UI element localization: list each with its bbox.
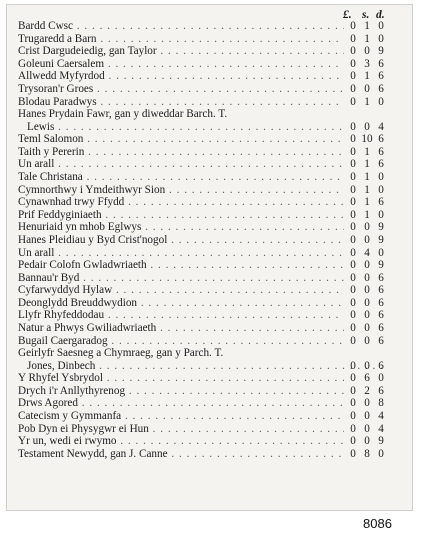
price-pounds: 0 xyxy=(350,296,356,309)
price-pence: 6 xyxy=(378,70,384,83)
list-item xyxy=(7,259,412,272)
price-shillings: 0 xyxy=(364,435,370,448)
book-title: Llyfr Rhyfeddodau . . . xyxy=(18,309,344,322)
price-shillings: 6 xyxy=(364,372,370,385)
price-pounds: 0 xyxy=(350,183,356,196)
list-item xyxy=(7,335,412,348)
scanned-price-list xyxy=(6,4,413,511)
price-pence: 6 xyxy=(378,309,384,322)
price-pence: 6 xyxy=(378,334,384,347)
list-item xyxy=(7,385,412,398)
price-pounds: 0 xyxy=(350,233,356,246)
list-item xyxy=(7,96,412,109)
list-item xyxy=(7,423,412,436)
price-shillings: 3 xyxy=(364,57,370,70)
price-pounds: 0 xyxy=(350,322,356,335)
price-shillings: 0 xyxy=(364,422,370,435)
price-pounds: 0 xyxy=(350,20,356,32)
price-pounds: 0 xyxy=(350,82,356,95)
price-shillings: 0 xyxy=(364,296,370,309)
price-pounds: 0 xyxy=(350,334,356,347)
book-list xyxy=(7,20,412,460)
list-item xyxy=(7,284,412,297)
price-pounds: 0 xyxy=(350,208,356,221)
book-title: Y Rhyfel Ysbrydol . . . xyxy=(18,372,344,385)
shillings-header: s. xyxy=(362,9,370,21)
book-title: Trysoran'r Groes . . . xyxy=(18,83,344,96)
price-pounds: 0 xyxy=(350,170,356,183)
book-title-continued: Jones, Dinbech . . . xyxy=(27,360,384,373)
list-item xyxy=(7,33,412,46)
list-item xyxy=(7,171,412,184)
price-shillings: 0 xyxy=(364,309,370,322)
book-title: Crist Dargudeiedig, gan Taylor . . . xyxy=(18,45,344,58)
price-shillings: 0 xyxy=(364,120,370,133)
price-pence: 6 xyxy=(378,57,384,70)
book-title: Trugaredd a Barn . . . xyxy=(18,33,344,46)
price-pence: 6 xyxy=(378,271,384,284)
book-title: Pedair Colofn Gwladwriaeth . . . xyxy=(18,259,344,272)
list-item xyxy=(7,133,412,146)
list-item xyxy=(7,45,412,58)
list-item xyxy=(7,108,412,133)
book-title: Hanes Prydain Fawr, gan y diweddar Barch. T. xyxy=(18,108,228,121)
price-pence: 0 xyxy=(378,447,384,460)
price-pounds: 0 xyxy=(350,397,356,410)
price-shillings: 1 xyxy=(364,145,370,158)
price-pence: 0 xyxy=(378,32,384,45)
price-pounds: 0 xyxy=(350,246,356,259)
list-item xyxy=(7,184,412,197)
book-title: Deonglydd Breuddwydion . . . xyxy=(18,297,344,310)
price-shillings: 8 xyxy=(364,447,370,460)
price-pence: 8 xyxy=(378,397,384,410)
price-pounds: 0 xyxy=(350,359,356,372)
price-shillings: 0 xyxy=(364,397,370,410)
list-item xyxy=(7,58,412,71)
price-pence: 9 xyxy=(378,435,384,448)
book-title: Teml Salomon . . . xyxy=(18,133,344,146)
list-item xyxy=(7,20,412,33)
price-pence: 0 xyxy=(378,372,384,385)
list-item xyxy=(7,322,412,335)
pence-header: d. xyxy=(376,9,385,21)
list-item xyxy=(7,448,412,461)
list-item xyxy=(7,297,412,310)
price-pence: 4 xyxy=(378,410,384,423)
book-title: Taith y Pererin . . . xyxy=(18,146,344,159)
price-pounds: 0 xyxy=(350,372,356,385)
price-pounds: 0 xyxy=(350,95,356,108)
price-pounds: 0 xyxy=(350,158,356,171)
list-item xyxy=(7,309,412,322)
price-pence: 6 xyxy=(378,284,384,297)
pounds-header: £. xyxy=(343,9,352,21)
price-pounds: 0 xyxy=(350,435,356,448)
book-title: Bannau'r Byd . . . xyxy=(18,272,344,285)
list-item xyxy=(7,158,412,171)
list-item xyxy=(7,221,412,234)
book-title: Bugail Caergaradog . . . xyxy=(18,335,344,348)
price-pence: 6 xyxy=(378,133,384,146)
book-title-continued: Lewis . . . xyxy=(27,121,343,134)
price-pence: 6 xyxy=(378,145,384,158)
book-title: Natur a Phwys Gwiliadwriaeth . . . xyxy=(18,322,344,335)
book-title: Hanes Pleidiau y Byd Crist'nogol . . . xyxy=(18,234,344,247)
price-shillings: 1 xyxy=(364,183,370,196)
price-pence: 6 xyxy=(378,296,384,309)
price-shillings: 2 xyxy=(364,384,370,397)
price-pounds: 0 xyxy=(350,221,356,234)
price-pounds: 0 xyxy=(350,133,356,146)
price-pounds: 0 xyxy=(350,271,356,284)
price-shillings: 1 xyxy=(364,170,370,183)
list-item xyxy=(7,435,412,448)
price-pounds: 0 xyxy=(350,32,356,45)
price-pounds: 0 xyxy=(350,45,356,58)
price-pence: 4 xyxy=(378,422,384,435)
book-title: Bardd Cwsc . . . xyxy=(18,20,344,33)
price-shillings: 1 xyxy=(364,20,370,32)
list-item xyxy=(7,247,412,260)
price-pounds: 0 xyxy=(350,57,356,70)
price-pounds: 0 xyxy=(350,422,356,435)
price-pounds: 0 xyxy=(350,309,356,322)
price-shillings: 1 xyxy=(364,70,370,83)
list-item xyxy=(7,272,412,285)
price-shillings: 0 xyxy=(364,233,370,246)
price-pence: 9 xyxy=(378,259,384,272)
price-shillings: 1 xyxy=(364,158,370,171)
price-pounds: 0 xyxy=(350,196,356,209)
price-pounds: 0 xyxy=(350,384,356,397)
price-pence: 6 xyxy=(378,322,384,335)
price-pence: 6 xyxy=(378,82,384,95)
book-title: Cymnorthwy i Ymdeithwyr Sion . . . xyxy=(18,184,344,197)
book-title: Un arall . . . xyxy=(18,247,344,260)
price-shillings: 0 xyxy=(364,410,370,423)
price-shillings: 0 xyxy=(364,259,370,272)
price-shillings: 0 xyxy=(364,322,370,335)
price-pence: 0 xyxy=(378,246,384,259)
price-shillings: 0 xyxy=(364,334,370,347)
book-title: Goleuni Caersalem . . . xyxy=(18,58,344,71)
price-pounds: 0 xyxy=(350,259,356,272)
price-shillings: 10 xyxy=(361,133,373,146)
price-shillings: 0 xyxy=(364,284,370,297)
book-title: Drych i'r Anllythyrenog . . . xyxy=(18,385,344,398)
book-title: Allwedd Myfyrdod . . . xyxy=(18,70,344,83)
price-pounds: 0 xyxy=(350,145,356,158)
book-title: Cyfarwyddyd Hylaw . . . xyxy=(18,284,344,297)
list-item xyxy=(7,347,412,372)
price-shillings: 0 xyxy=(364,359,370,372)
book-title: Drws Agored . . . xyxy=(18,397,344,410)
price-shillings: 1 xyxy=(364,196,370,209)
price-shillings: 0 xyxy=(364,221,370,234)
price-pounds: 0 xyxy=(350,120,356,133)
book-title: Testament Newydd, gan J. Canne . . . xyxy=(18,448,344,461)
price-shillings: 4 xyxy=(364,246,370,259)
book-title: Pob Dyn ei Physygwr ei Hun . . . xyxy=(18,423,344,436)
list-item xyxy=(7,196,412,209)
book-title: Prif Feddyginiaeth . . . xyxy=(18,209,344,222)
price-shillings: 0 xyxy=(364,271,370,284)
price-pence: 6 xyxy=(378,359,384,372)
price-shillings: 0 xyxy=(364,45,370,58)
price-pence: 0 xyxy=(378,208,384,221)
price-pence: 9 xyxy=(378,233,384,246)
book-title: Henuriaid yn mhob Eglwys . . . xyxy=(18,221,344,234)
catalog-number: 8086 xyxy=(363,516,392,531)
book-title: Tale Christana . . . xyxy=(18,171,344,184)
price-pence: 6 xyxy=(378,158,384,171)
list-item xyxy=(7,372,412,385)
book-title: Yr un, wedi ei rwymo . . . xyxy=(18,435,344,448)
price-pounds: 0 xyxy=(350,447,356,460)
list-item xyxy=(7,70,412,83)
price-pounds: 0 xyxy=(350,410,356,423)
price-pence: 0 xyxy=(378,170,384,183)
price-pounds: 0 xyxy=(350,284,356,297)
price-pounds: 0 xyxy=(350,70,356,83)
book-title: Blodau Paradwys . . . xyxy=(18,96,344,109)
price-pence: 6 xyxy=(378,196,384,209)
price-shillings: 0 xyxy=(364,82,370,95)
book-title: Cynawnhad trwy Ffydd . . . xyxy=(18,196,344,209)
price-pence: 9 xyxy=(378,221,384,234)
price-pence: 0 xyxy=(378,183,384,196)
list-item xyxy=(7,234,412,247)
price-pence: 0 xyxy=(378,95,384,108)
price-pence: 4 xyxy=(378,120,384,133)
price-shillings: 1 xyxy=(364,95,370,108)
list-item xyxy=(7,83,412,96)
list-item xyxy=(7,209,412,222)
price-shillings: 1 xyxy=(364,208,370,221)
book-title: Un arall . . . xyxy=(18,158,344,171)
price-shillings: 1 xyxy=(364,32,370,45)
list-item xyxy=(7,397,412,410)
list-item xyxy=(7,146,412,159)
list-item xyxy=(7,410,412,423)
price-pence: 6 xyxy=(378,384,384,397)
price-pence: 9 xyxy=(378,45,384,58)
book-title: Geirlyfr Saesneg a Chymraeg, gan y Parch. T. xyxy=(18,347,224,360)
book-title: Catecism y Gymmanfa . . . xyxy=(18,410,344,423)
price-pence: 0 xyxy=(378,20,384,32)
